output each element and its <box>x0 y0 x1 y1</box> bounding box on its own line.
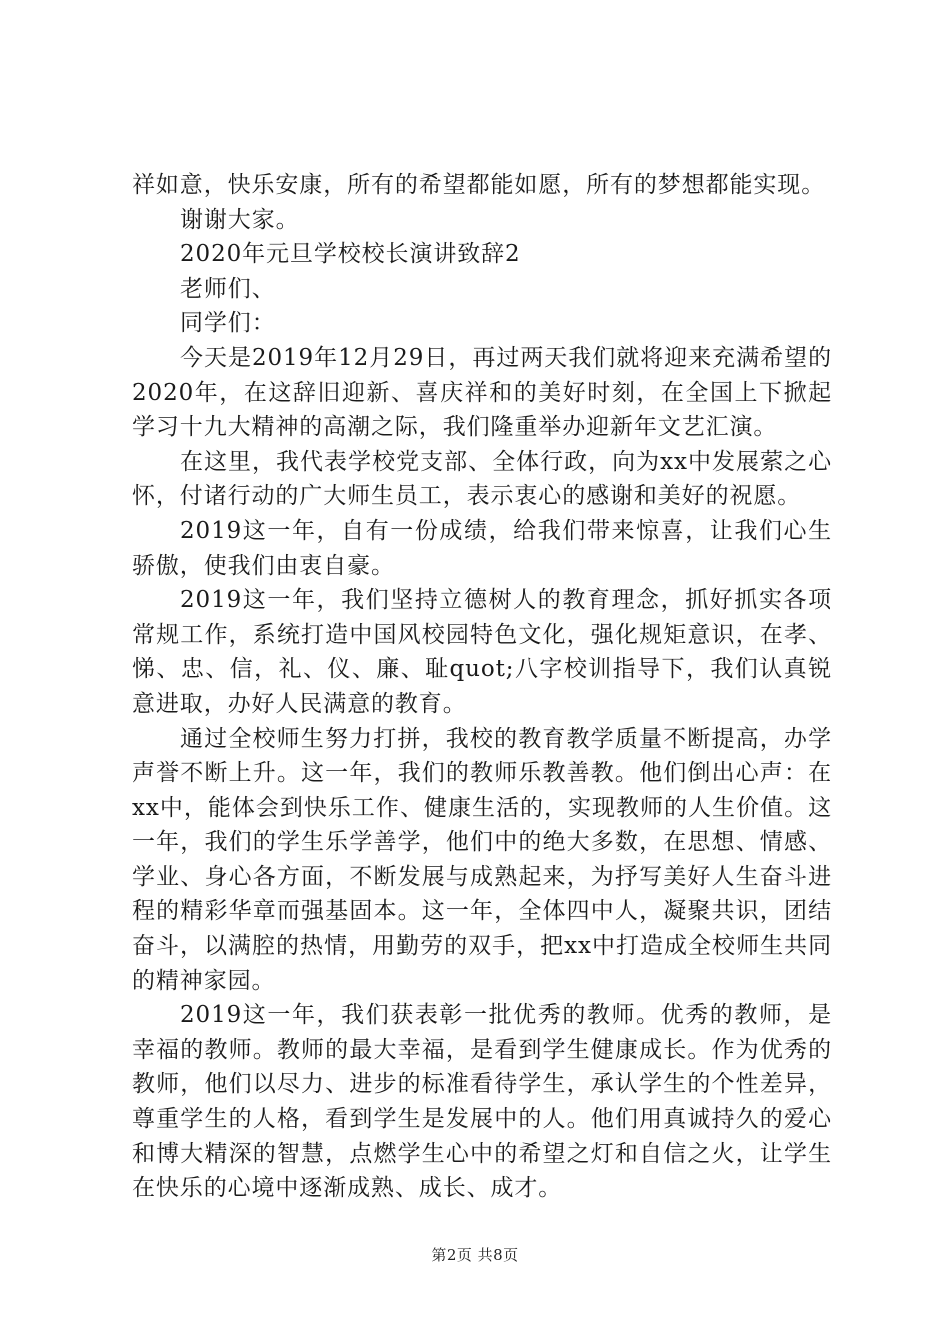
paragraph-achievement: 2019这一年，自有一份成绩，给我们带来惊喜，让我们心生骄傲，使我们由衷自豪。 <box>132 517 832 579</box>
salutation-teachers: 老师们、 <box>180 275 276 302</box>
salutation-students: 同学们： <box>180 310 276 337</box>
paragraph-gratitude: 在这里，我代表学校党支部、全体行政，向为xx中发展萦之心怀，付诸行动的广大师生员工，表示衷心的感谢和美好的祝愿。 <box>132 448 832 510</box>
paragraph-teachers: 2019这一年，我们获表彰一批优秀的教师。优秀的教师，是幸福的教师。教师的最大幸福，是看到学生健康成长。作为优秀的教师，他们以尽力、进步的标准看待学生，承认学生的个性差异，尊重学生的人格，看到学生是发展中的人。他们用真诚持久的爱心和博大精深的智慧，点燃学生心中的希望之灯和自信之火，让学生在快乐的心境中逐渐成熟、成长、成才。 <box>132 1002 832 1202</box>
page-footer: 第2页 共8页 <box>431 1246 519 1264</box>
paragraph-thanks: 谢谢大家。 <box>180 206 300 233</box>
paragraph-today: 今天是2019年12月29日，再过两天我们就将迎来充满希望的2020年，在这辞旧迎新、喜庆祥和的美好时刻，在全国上下掀起学习十九大精神的高潮之际，我们隆重举办迎新年文艺汇演。 <box>132 344 832 441</box>
paragraph-philosophy: 2019这一年，我们坚持立德树人的教育理念，抓好抓实各项常规工作，系统打造中国风校园特色文化，强化规矩意识，在孝、悌、忠、信，礼、仪、廉、耻quot;八字校训指导下，我们认真锐意进取，办好人民满意的教育。 <box>132 587 832 717</box>
document-body <box>132 168 832 1206</box>
paragraph-closing-wish: 祥如意，快乐安康，所有的希望都能如愿，所有的梦想都能实现。 <box>132 172 826 198</box>
paragraph-quality: 通过全校师生努力打拼，我校的教育教学质量不断提高，办学声誉不断上升。这一年，我们的教师乐教善教。他们倒出心声：在xx中，能体会到快乐工作、健康生活的，实现教师的人生价值。这一年，我们的学生乐学善学，他们中的绝大多数，在思想、情感、学业、身心各方面，不断发展与成熟起来，为抒写美好人生奋斗进程的精彩华章而强基固本。这一年，全体四中人，凝聚共识，团结奋斗，以满腔的热情，用勤劳的双手，把xx中打造成全校师生共同的精神家园。 <box>132 725 832 994</box>
speech-title: 2020年元旦学校校长演讲致辞2 <box>180 241 521 268</box>
